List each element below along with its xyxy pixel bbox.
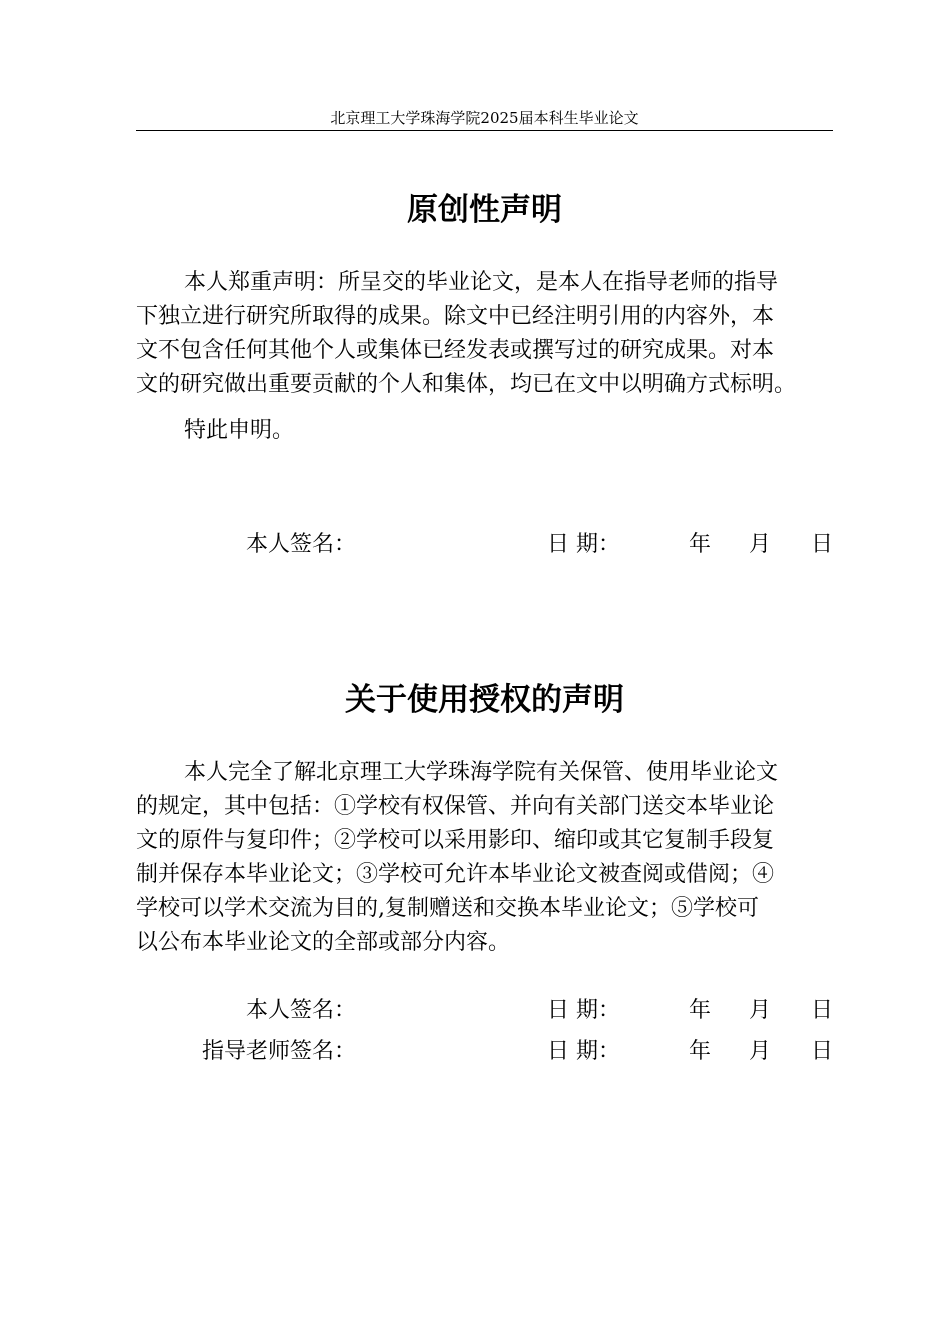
day-label: 日 bbox=[811, 1039, 834, 1064]
month-label: 月 bbox=[749, 998, 772, 1023]
originality-signature-row bbox=[136, 530, 833, 560]
originality-closing bbox=[136, 414, 856, 448]
header-divider bbox=[136, 130, 833, 131]
month-label: 月 bbox=[749, 532, 772, 557]
originality-paragraph bbox=[136, 266, 856, 402]
advisor-signature-row bbox=[136, 1037, 833, 1067]
date-label: 日 期： bbox=[547, 998, 620, 1023]
year-label: 年 bbox=[689, 1039, 712, 1064]
authorization-line-1: 本人完全了解北京理工大学珠海学院有关保管、使用毕业论文 bbox=[184, 760, 779, 785]
authorization-line-4: 制并保存本毕业论文；③学校可允许本毕业论文被查阅或借阅；④ bbox=[136, 862, 775, 887]
authorization-line-2: 的规定，其中包括：①学校有权保管、并向有关部门送交本毕业论 bbox=[136, 794, 775, 819]
year-label: 年 bbox=[689, 998, 712, 1023]
running-header: 北京理工大学珠海学院2025届本科生毕业论文 bbox=[330, 109, 639, 127]
month-label: 月 bbox=[749, 1039, 772, 1064]
authorization-title: 关于使用授权的声明 bbox=[345, 682, 624, 718]
authorization-line-6: 以公布本毕业论文的全部或部分内容。 bbox=[136, 930, 511, 955]
advisor-signature-label: 指导老师签名： bbox=[201, 1039, 356, 1064]
authorization-line-3: 文的原件与复印件；②学校可以采用影印、缩印或其它复制手段复 bbox=[136, 828, 775, 853]
authorization-paragraph bbox=[136, 756, 856, 960]
originality-line-3: 文不包含任何其他个人或集体已经发表或撰写过的研究成果。对本 bbox=[136, 338, 775, 363]
originality-line-2: 下独立进行研究所取得的成果。除文中已经注明引用的内容外，本 bbox=[136, 304, 775, 329]
year-label: 年 bbox=[689, 532, 712, 557]
date-label: 日 期： bbox=[547, 532, 620, 557]
date-label: 日 期： bbox=[547, 1039, 620, 1064]
day-label: 日 bbox=[811, 532, 834, 557]
author-signature-label: 本人签名： bbox=[245, 532, 356, 557]
originality-line-1: 本人郑重声明：所呈交的毕业论文，是本人在指导老师的指导 bbox=[184, 270, 779, 295]
closing-text: 特此申明。 bbox=[184, 418, 295, 443]
author-signature-label: 本人签名： bbox=[245, 998, 356, 1023]
day-label: 日 bbox=[811, 998, 834, 1023]
authorization-signature-row bbox=[136, 996, 833, 1026]
originality-line-4: 文的研究做出重要贡献的个人和集体，均已在文中以明确方式标明。 bbox=[136, 372, 797, 397]
authorization-line-5: 学校可以学术交流为目的,复制赠送和交换本毕业论文；⑤学校可 bbox=[136, 896, 759, 921]
originality-title: 原创性声明 bbox=[407, 192, 562, 228]
